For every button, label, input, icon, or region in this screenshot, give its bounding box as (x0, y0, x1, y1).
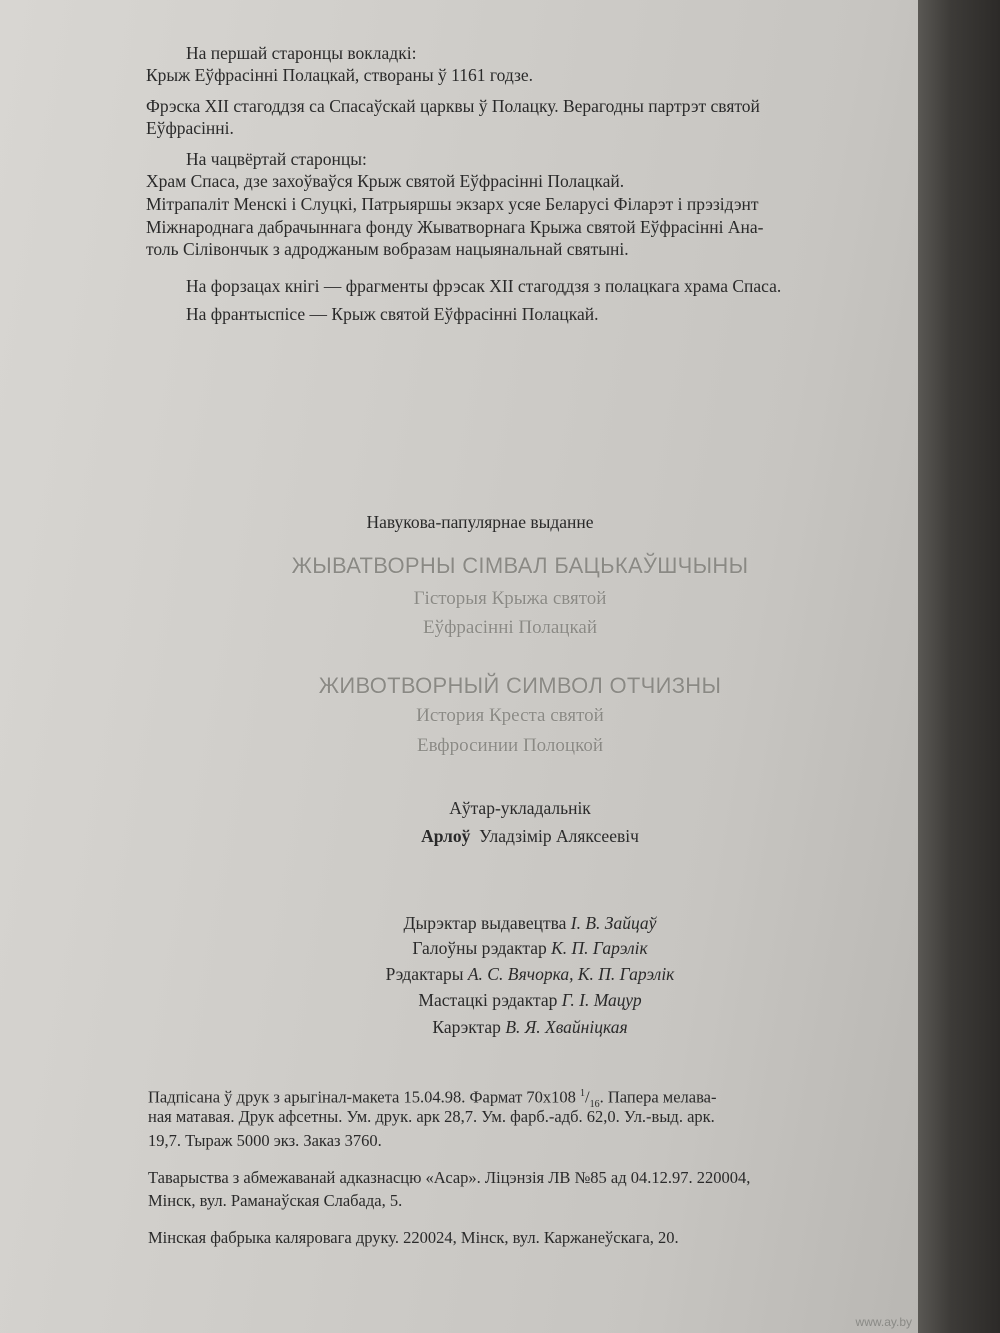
endpapers-note: На форзацах кнігі — фрагменты фрэсак XII стагоддзя з полацкага храма Спаса. (186, 276, 782, 296)
fourth-cover-heading: На чацвёртай старонцы: (186, 149, 367, 169)
fourth-cover-line: Мітрапаліт Менскі і Слуцкі, Патрыяршы экзарх усяе Беларусі Філарэт і прэзідэнт (146, 194, 759, 214)
publisher-line: Мінск, вул. Раманаўская Слабада, 5. (148, 1191, 403, 1210)
first-cover-line: Крыж Еўфрасінні Полацкай, створаны ў 1161 годзе. (146, 65, 534, 85)
subtitle-belarusian-2: Еўфрасінні Полацкай (422, 617, 598, 638)
first-cover-heading: На першай старонцы вокладкі: (186, 43, 417, 63)
author-given-names: Уладзімір Аляксеевіч (479, 826, 639, 846)
book-edge-shadow (918, 0, 1000, 1333)
credit-line (230, 963, 830, 985)
author-surname: Арлоў (421, 826, 471, 846)
imprint-text: Падпісана ў друк з арыгінал-макета 15.04.98. Фармат 70х108 (148, 1087, 576, 1107)
credit-role: Дырэктар выдавецтва (403, 913, 567, 933)
credit-role: Галоўны рэдактар (412, 938, 547, 958)
imprint-line: ная матавая. Друк афсетны. Ум. друк. арк 28,7. Ум. фарб.-адб. 62,0. Ул.-выд. арк. (148, 1107, 715, 1126)
format-fraction-denominator: 16 (589, 1098, 600, 1110)
publisher-line: Таварыства з абмежаванай адказнасцю «Асар». Ліцэнзія ЛВ №85 ад 04.12.97. 220004, (148, 1168, 751, 1187)
printer-line: Мінская фабрыка каляровага друку. 220024, Мінск, вул. Каржанеўскага, 20. (148, 1228, 679, 1247)
credit-line (230, 912, 830, 934)
credit-name: А. С. Вячорка, К. П. Гарэлік (467, 964, 675, 984)
site-watermark: www.ay.by (855, 1315, 912, 1329)
title-russian: ЖИВОТВОРНЫЙ СИМВОЛ ОТЧИЗНЫ (318, 673, 722, 698)
credit-line (230, 1016, 830, 1038)
title-belarusian: ЖЫВАТВОРНЫ СІМВАЛ БАЦЬКАЎШЧЫНЫ (291, 553, 749, 578)
credit-role: Карэктар (432, 1017, 501, 1037)
subtitle-belarusian-1: Гісторыя Крыжа святой (413, 588, 607, 609)
subtitle-russian-2: Евфросинии Полоцкой (416, 735, 604, 756)
genre-label: Навукова-папулярнае выданне (366, 512, 594, 532)
imprint-text: . Папера мелава- (599, 1087, 717, 1107)
frontispiece-note: На франтыспісе — Крыж святой Еўфрасінні Полацкай. (186, 304, 599, 324)
fourth-cover-line: Міжнароднага дабрачыннага фонду Жыватворнага Крыжа святой Еўфрасінні Ана- (146, 217, 764, 237)
credit-line (230, 989, 830, 1011)
fourth-cover-line: Храм Спаса, дзе захоўваўся Крыж святой Еўфрасінні Полацкай. (146, 171, 625, 191)
first-cover-line: Еўфрасінні. (146, 118, 234, 138)
author-name (300, 825, 760, 847)
credit-role: Мастацкі рэдактар (418, 990, 558, 1010)
author-role: Аўтар-укладальнік (449, 798, 591, 818)
credit-role: Рэдактары (385, 964, 464, 984)
subtitle-russian-1: История Креста святой (416, 705, 604, 726)
credit-name: І. В. Зайцаў (570, 913, 657, 933)
format-fraction-numerator: 1 (580, 1088, 586, 1099)
credit-name: Г. І. Мацур (561, 990, 642, 1010)
fourth-cover-line: толь Сілівончык з адроджаным вобразам нацыянальнай святыні. (146, 239, 629, 259)
imprint-line: Падпісана ў друк з арыгінал-макета 15.04.98. Фармат 70х108 $^1/_{16}$. Папера мелава- (148, 1087, 717, 1110)
imprint-line: 19,7. Тыраж 5000 экз. Заказ 3760. (148, 1131, 382, 1150)
first-cover-line: Фрэска XII стагоддзя са Спасаўскай царквы ў Полацку. Верагодны партрэт святой (146, 96, 760, 116)
credit-name: В. Я. Хвайніцкая (505, 1017, 628, 1037)
credit-line (230, 937, 830, 959)
credit-name: К. П. Гарэлік (551, 938, 648, 958)
